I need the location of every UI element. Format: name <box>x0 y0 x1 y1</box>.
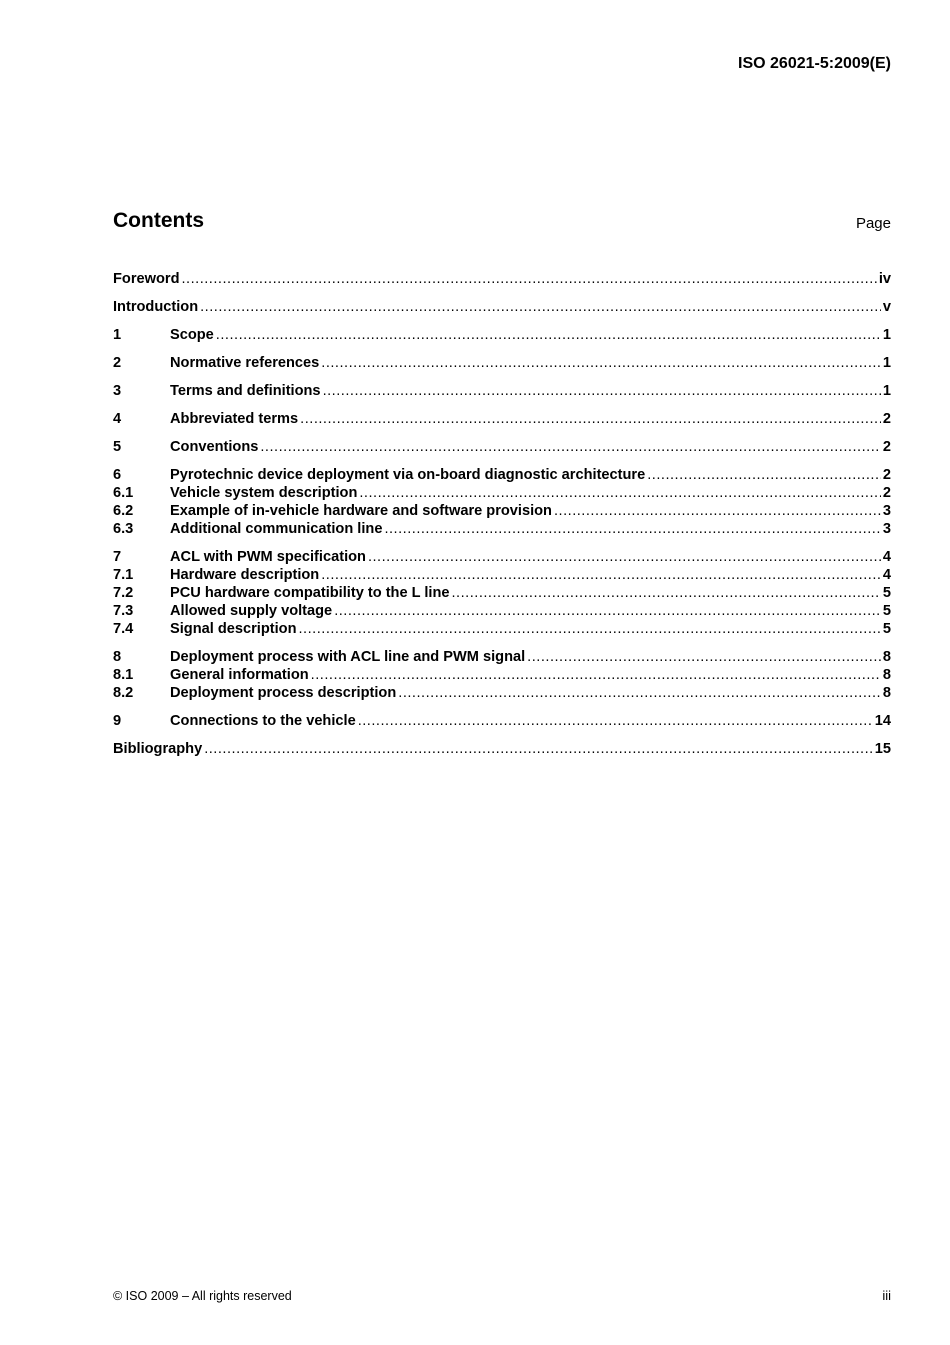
table-of-contents <box>113 270 891 758</box>
toc-entry-page: 2 <box>882 411 891 427</box>
toc-leader-dots <box>647 466 881 484</box>
toc-entry-title: Connections to the vehicle <box>170 713 356 729</box>
toc-entry-page: 8 <box>882 649 891 665</box>
toc-entry-number: 6.2 <box>113 503 134 519</box>
toc-entry-page: 2 <box>882 467 891 483</box>
toc-leader-dots <box>554 502 881 520</box>
toc-leader-dots <box>311 666 881 684</box>
toc-entry-page: 4 <box>882 567 891 583</box>
toc-entry-title: Bibliography <box>113 741 203 757</box>
toc-entry-page: 2 <box>882 485 891 501</box>
toc-entry-number: 7.4 <box>113 621 134 637</box>
toc-entry-number: 8.2 <box>113 685 134 701</box>
toc-leader-dots <box>358 712 873 730</box>
toc-entry-page: 15 <box>874 741 891 757</box>
toc-entry[interactable] <box>113 620 891 638</box>
toc-leader-dots <box>368 548 881 566</box>
toc-entry-page: 5 <box>882 603 891 619</box>
toc-leader-dots <box>321 566 881 584</box>
toc-entry[interactable] <box>113 326 891 344</box>
toc-leader-dots <box>204 740 873 758</box>
toc-entry-title: Deployment process with ACL line and PWM signal <box>170 649 526 665</box>
toc-entry-number: 1 <box>113 327 122 343</box>
toc-leader-dots <box>300 410 881 428</box>
toc-leader-dots <box>384 520 880 538</box>
toc-entry-page: 3 <box>882 503 891 519</box>
toc-entry-title: Introduction <box>113 299 199 315</box>
toc-entry[interactable] <box>113 354 891 372</box>
toc-leader-dots <box>323 382 881 400</box>
toc-entry-title: Example of in-vehicle hardware and software provision <box>170 503 552 519</box>
toc-entry[interactable] <box>113 712 891 730</box>
toc-entry-number: 4 <box>113 411 122 427</box>
toc-entry[interactable] <box>113 466 891 484</box>
toc-leader-dots <box>299 620 881 638</box>
toc-leader-dots <box>216 326 881 344</box>
toc-entry-title: Deployment process description <box>170 685 397 701</box>
toc-entry-number: 6.1 <box>113 485 134 501</box>
toc-entry-title: Pyrotechnic device deployment via on-board diagnostic architecture <box>170 467 646 483</box>
toc-leader-dots <box>527 648 881 666</box>
toc-entry[interactable] <box>113 666 891 684</box>
page-number: iii <box>882 1288 891 1303</box>
toc-entry-number: 5 <box>113 439 122 455</box>
toc-entry-title: ACL with PWM specification <box>170 549 366 565</box>
toc-entry-page: iv <box>878 271 891 287</box>
toc-entry-page: 3 <box>882 521 891 537</box>
toc-entry-page: 14 <box>874 713 891 729</box>
toc-entry-title: Normative references <box>170 355 320 371</box>
page-column-label: Page <box>855 215 891 232</box>
toc-leader-dots <box>260 438 881 456</box>
toc-entry-number: 3 <box>113 383 122 399</box>
toc-entry-title: Abbreviated terms <box>170 411 299 427</box>
toc-entry[interactable] <box>113 298 891 316</box>
toc-entry[interactable] <box>113 548 891 566</box>
toc-entry-number: 7.3 <box>113 603 134 619</box>
toc-entry-title: Foreword <box>113 271 180 287</box>
toc-entry-number: 8.1 <box>113 667 134 683</box>
toc-entry-page: 8 <box>882 667 891 683</box>
toc-leader-dots <box>181 270 876 288</box>
toc-entry[interactable] <box>113 270 891 288</box>
toc-entry[interactable] <box>113 684 891 702</box>
toc-entry-title: Conventions <box>170 439 259 455</box>
toc-entry-page: 1 <box>882 355 891 371</box>
toc-entry-title: Hardware description <box>170 567 320 583</box>
toc-entry[interactable] <box>113 740 891 758</box>
toc-leader-dots <box>200 298 881 316</box>
toc-entry-title: General information <box>170 667 309 683</box>
copyright-notice: © ISO 2009 – All rights reserved <box>113 1289 292 1303</box>
toc-entry-number: 7 <box>113 549 122 565</box>
toc-entry-page: 8 <box>882 685 891 701</box>
toc-entry-number: 2 <box>113 355 122 371</box>
toc-entry-title: Allowed supply voltage <box>170 603 333 619</box>
toc-entry[interactable] <box>113 502 891 520</box>
toc-entry-number: 6 <box>113 467 122 483</box>
toc-entry[interactable] <box>113 648 891 666</box>
toc-entry[interactable] <box>113 484 891 502</box>
toc-entry[interactable] <box>113 438 891 456</box>
contents-heading: Contents <box>113 209 204 232</box>
toc-entry[interactable] <box>113 602 891 620</box>
toc-entry-page: 1 <box>882 327 891 343</box>
toc-entry-number: 7.2 <box>113 585 134 601</box>
toc-entry-page: 1 <box>882 383 891 399</box>
toc-entry-title: Additional communication line <box>170 521 383 537</box>
toc-entry-number: 9 <box>113 713 122 729</box>
toc-entry-page: 5 <box>882 621 891 637</box>
document-id: ISO 26021-5:2009(E) <box>738 55 891 72</box>
toc-entry[interactable] <box>113 382 891 400</box>
toc-entry-page: 5 <box>882 585 891 601</box>
toc-leader-dots <box>452 584 881 602</box>
toc-entry[interactable] <box>113 584 891 602</box>
toc-entry-number: 7.1 <box>113 567 134 583</box>
toc-leader-dots <box>321 354 881 372</box>
toc-entry-title: PCU hardware compatibility to the L line <box>170 585 450 601</box>
toc-entry-page: 2 <box>882 439 891 455</box>
toc-entry[interactable] <box>113 520 891 538</box>
toc-entry-number: 8 <box>113 649 122 665</box>
toc-leader-dots <box>398 684 881 702</box>
toc-entry-number: 6.3 <box>113 521 134 537</box>
toc-entry-title: Signal description <box>170 621 297 637</box>
toc-entry[interactable] <box>113 410 891 428</box>
toc-entry-title: Terms and definitions <box>170 383 321 399</box>
toc-leader-dots <box>334 602 881 620</box>
toc-entry[interactable] <box>113 566 891 584</box>
toc-entry-title: Scope <box>170 327 214 343</box>
toc-entry-title: Vehicle system description <box>170 485 358 501</box>
toc-entry-page: v <box>882 299 891 315</box>
toc-entry-page: 4 <box>882 549 891 565</box>
toc-leader-dots <box>359 484 881 502</box>
